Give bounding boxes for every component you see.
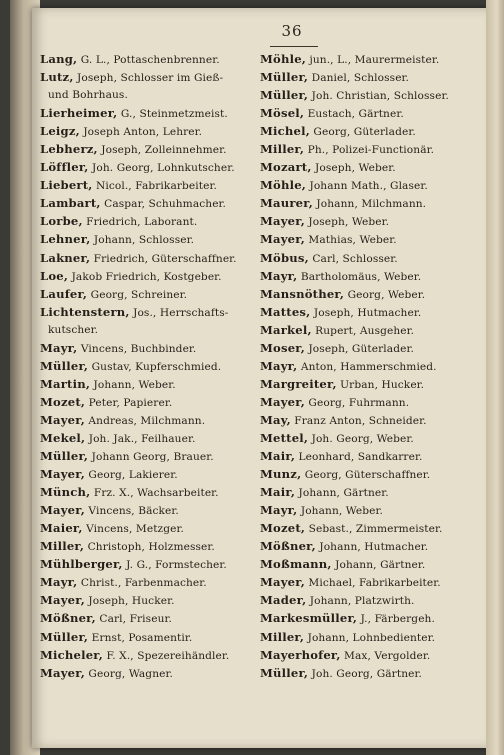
- entry-surname: Müller,: [40, 358, 89, 373]
- entry-details: Caspar, Schuhmacher.: [100, 198, 227, 211]
- directory-entry: [260, 429, 476, 447]
- entry-surname: Mayr,: [260, 268, 298, 283]
- entry-details: Joh. Georg, Gärtner.: [308, 667, 422, 680]
- directory-entry: [260, 285, 476, 303]
- entry-surname: Mozart,: [260, 160, 312, 175]
- entry-surname: Loe,: [40, 268, 69, 283]
- entry-surname: Moser,: [260, 340, 305, 355]
- page-number: 36: [281, 22, 303, 40]
- entry-details: Ernst, Posamentir.: [88, 631, 193, 644]
- directory-entry: [40, 104, 248, 122]
- directory-entry: [40, 267, 248, 285]
- directory-entry: [40, 609, 248, 627]
- directory-entry: [260, 50, 476, 68]
- directory-entry: [260, 249, 476, 267]
- entry-surname: Lang,: [40, 52, 78, 66]
- entry-surname: Markesmüller,: [260, 611, 358, 626]
- entry-details: Urban, Hucker.: [336, 378, 425, 391]
- directory-entry: [40, 628, 248, 646]
- entry-surname: Markel,: [260, 322, 312, 337]
- directory-entry: [260, 393, 476, 411]
- directory-entry: [40, 591, 248, 609]
- directory-entry: [260, 176, 476, 194]
- directory-entry: [40, 429, 248, 447]
- directory-entry: [40, 212, 248, 230]
- entry-surname: Mozet,: [260, 521, 306, 536]
- entry-details: kutscher.: [48, 323, 99, 336]
- directory-entry: [260, 573, 476, 591]
- entry-details: Johann Georg, Brauer.: [88, 451, 214, 464]
- entry-surname: Lorbe,: [40, 214, 83, 229]
- directory-entry: [260, 375, 476, 393]
- entry-surname: Leigz,: [40, 124, 80, 139]
- entry-surname: Löffler,: [40, 160, 89, 175]
- entry-surname: Mekel,: [40, 430, 86, 445]
- entry-surname: Martin,: [40, 376, 91, 391]
- entry-surname: Mayer,: [40, 503, 85, 518]
- left-column: [40, 50, 248, 682]
- entry-details: Johann, Platzwirth.: [306, 595, 415, 608]
- entry-details: Johann, Weber.: [297, 505, 384, 518]
- entry-details: Johann, Milchmann.: [312, 198, 427, 211]
- directory-entry: [260, 158, 476, 176]
- directory-entry: [260, 68, 476, 86]
- entry-surname: Müller,: [40, 449, 89, 464]
- entry-details: Georg, Wagner.: [84, 667, 173, 680]
- entry-surname: Lutz,: [40, 70, 74, 85]
- entry-surname: Mair,: [260, 449, 296, 464]
- entry-surname: Margreiter,: [260, 376, 337, 391]
- entry-surname: Mayr,: [260, 503, 298, 518]
- directory-entry: [260, 465, 476, 483]
- entry-details: Friedrich, Güterschaffner.: [90, 252, 237, 265]
- directory-entry: [40, 375, 248, 393]
- entry-details: Sebast., Zimmermeister.: [305, 523, 443, 536]
- entry-surname: Lichtenstern,: [40, 304, 130, 319]
- entry-details: F. X., Spezereihändler.: [102, 649, 230, 662]
- directory-entry: [40, 86, 248, 104]
- directory-entry: [40, 176, 248, 194]
- directory-entry: [260, 447, 476, 465]
- entry-details: Johann, Gärtner.: [295, 487, 389, 500]
- directory-entry: [40, 140, 248, 158]
- entry-surname: Micheler,: [40, 647, 103, 662]
- entry-details: Nicol., Fabrikarbeiter.: [92, 180, 217, 193]
- directory-entry: [260, 519, 476, 537]
- entry-surname: Mattes,: [260, 304, 311, 319]
- entry-surname: Mayer,: [260, 575, 305, 590]
- entry-details: J. G., Formstecher.: [122, 559, 227, 572]
- entry-details: Franz Anton, Schneider.: [290, 414, 427, 427]
- entry-surname: Munz,: [260, 467, 302, 482]
- directory-entry: [40, 393, 248, 411]
- entry-surname: Lehner,: [40, 232, 91, 247]
- entry-surname: Mayer,: [260, 394, 305, 409]
- entry-details: Johann, Hutmacher.: [315, 541, 429, 554]
- directory-entry: [260, 357, 476, 375]
- entry-details: Vincens, Buchbinder.: [77, 342, 197, 355]
- directory-entry: [40, 664, 248, 682]
- directory-entry: [40, 483, 248, 501]
- entry-details: Christoph, Holzmesser.: [84, 541, 215, 554]
- directory-entry: [40, 519, 248, 537]
- entry-surname: Möbus,: [260, 250, 309, 265]
- entry-surname: Mettel,: [260, 430, 309, 445]
- entry-details: Joh. Jak., Feilhauer.: [85, 432, 196, 445]
- entry-details: Vincens, Metzger.: [82, 523, 184, 536]
- entry-surname: Lambart,: [40, 196, 101, 211]
- entry-surname: Mayer,: [260, 214, 305, 229]
- entry-surname: Mayer,: [260, 232, 305, 247]
- entry-surname: Miller,: [40, 539, 85, 554]
- entry-details: Georg, Weber.: [344, 288, 426, 301]
- entry-surname: Mösel,: [260, 106, 305, 121]
- entry-surname: Maurer,: [260, 196, 313, 211]
- entry-surname: Müller,: [260, 665, 309, 680]
- header-rule: [270, 46, 318, 47]
- entry-details: Andreas, Milchmann.: [84, 414, 206, 427]
- directory-entry: [260, 339, 476, 357]
- directory-entry: [40, 465, 248, 483]
- entry-details: Joseph, Hucker.: [84, 595, 175, 608]
- directory-entry: [40, 194, 248, 212]
- directory-entry: [260, 230, 476, 248]
- entry-details: Johann, Schlosser.: [90, 234, 195, 247]
- entry-details: Max, Vergolder.: [340, 649, 431, 662]
- entry-details: und Bohrhaus.: [48, 89, 128, 102]
- entry-surname: Mößner,: [40, 611, 96, 626]
- directory-entry: [40, 68, 248, 86]
- directory-entry: [260, 664, 476, 682]
- directory-entry: [40, 646, 248, 664]
- entry-details: Joseph, Zolleinnehmer.: [97, 144, 227, 157]
- entry-surname: Mader,: [260, 593, 307, 608]
- directory-entry: [260, 555, 476, 573]
- directory-entry: [260, 501, 476, 519]
- entry-details: Vincens, Bäcker.: [84, 505, 179, 518]
- entry-surname: Miller,: [260, 142, 305, 157]
- directory-entry: [260, 86, 476, 104]
- directory-entry: [260, 122, 476, 140]
- entry-details: Joseph, Hutmacher.: [310, 306, 422, 319]
- entry-surname: Müller,: [260, 88, 309, 103]
- entry-details: Mathias, Weber.: [304, 234, 397, 247]
- entry-surname: Mayer,: [40, 593, 85, 608]
- entry-surname: Mayer,: [40, 467, 85, 482]
- entry-details: Johann, Weber.: [90, 378, 176, 391]
- directory-entry: [40, 447, 248, 465]
- directory-entry: [40, 537, 248, 555]
- directory-entry: [40, 285, 248, 303]
- entry-details: Georg, Güterlader.: [309, 126, 416, 139]
- entry-details: Carl, Schlosser.: [308, 252, 398, 265]
- entry-details: Ph., Polizei-Functionär.: [304, 144, 435, 157]
- entry-details: Johann Math., Glaser.: [306, 180, 428, 193]
- entry-details: Johann, Lohnbedienter.: [304, 631, 436, 644]
- directory-entry: [260, 411, 476, 429]
- entry-surname: Mößner,: [260, 539, 316, 554]
- directory-entry: [40, 501, 248, 519]
- entry-details: G. L., Pottaschenbrenner.: [77, 54, 220, 66]
- entry-surname: Maier,: [40, 521, 83, 536]
- entry-surname: Laufer,: [40, 286, 88, 301]
- entry-surname: May,: [260, 412, 291, 427]
- entry-surname: Lebherz,: [40, 142, 98, 157]
- entry-details: Joseph, Güterlader.: [304, 342, 414, 355]
- entry-details: Gustav, Kupferschmied.: [88, 360, 222, 373]
- directory-entry: [260, 140, 476, 158]
- entry-details: Friedrich, Laborant.: [82, 216, 198, 229]
- entry-details: Georg, Fuhrmann.: [304, 396, 410, 409]
- entry-details: jun., L., Maurermeister.: [306, 54, 440, 66]
- entry-surname: Moßmann,: [260, 557, 332, 572]
- entry-details: J., Färbergeh.: [357, 613, 435, 626]
- entry-surname: Mayr,: [40, 575, 78, 590]
- directory-entry: [40, 230, 248, 248]
- next-page-edge: [486, 0, 504, 755]
- entry-details: Joh. Georg, Weber.: [308, 432, 414, 445]
- entry-surname: Michel,: [260, 124, 310, 139]
- entry-surname: Liebert,: [40, 178, 93, 193]
- directory-entry: [260, 483, 476, 501]
- entry-details: Joseph Anton, Lehrer.: [79, 126, 203, 139]
- directory-entry: [260, 646, 476, 664]
- entry-surname: Mansnöther,: [260, 286, 345, 301]
- entry-details: Joh. Christian, Schlosser.: [308, 90, 449, 103]
- entry-details: Rupert, Ausgeher.: [311, 324, 415, 337]
- directory-entry: [260, 591, 476, 609]
- entry-details: Frz. X., Wachsarbeiter.: [90, 487, 219, 500]
- entry-surname: Mayr,: [40, 340, 78, 355]
- entry-details: Carl, Friseur.: [95, 613, 172, 626]
- directory-entry: [40, 357, 248, 375]
- directory-entry: [260, 212, 476, 230]
- entry-surname: Mayer,: [40, 412, 85, 427]
- directory-entry: [40, 249, 248, 267]
- directory-entry: [260, 609, 476, 627]
- entry-surname: Mayr,: [260, 358, 298, 373]
- entry-surname: Miller,: [260, 629, 305, 644]
- directory-entry: [260, 267, 476, 285]
- entry-details: Daniel, Schlosser.: [308, 72, 410, 85]
- entry-details: Bartholomäus, Weber.: [297, 270, 422, 283]
- entry-details: Jakob Friedrich, Kostgeber.: [68, 270, 222, 283]
- entry-details: G., Steinmetzmeist.: [117, 108, 228, 121]
- directory-entry: [40, 555, 248, 573]
- directory-entry: [40, 158, 248, 176]
- entry-surname: Mayerhofer,: [260, 647, 341, 662]
- entry-details: Johann, Gärtner.: [331, 559, 426, 572]
- entry-details: Georg, Schreiner.: [87, 288, 188, 301]
- directory-entry: [40, 339, 248, 357]
- entry-surname: Lakner,: [40, 250, 91, 265]
- entry-surname: Müller,: [260, 70, 309, 85]
- entry-details: Eustach, Gärtner.: [304, 108, 404, 121]
- directory-entry: [40, 411, 248, 429]
- entry-details: Anton, Hammerschmied.: [297, 360, 437, 373]
- entry-details: Michael, Fabrikarbeiter.: [304, 577, 441, 590]
- directory-entry: [40, 303, 248, 321]
- entry-details: Georg, Lakierer.: [84, 469, 178, 482]
- directory-entry: [40, 122, 248, 140]
- directory-entry: [260, 628, 476, 646]
- directory-entry: [260, 194, 476, 212]
- entry-details: Christ., Farbenmacher.: [77, 577, 207, 590]
- right-column: [260, 50, 476, 682]
- entry-details: Joseph, Schlosser im Gieß-: [73, 72, 224, 85]
- entry-surname: Mühlberger,: [40, 557, 123, 572]
- entry-details: Georg, Güterschaffner.: [301, 469, 431, 482]
- entry-surname: Lierheimer,: [40, 106, 118, 121]
- entry-surname: Müller,: [40, 629, 89, 644]
- directory-entry: [260, 303, 476, 321]
- entry-surname: Möhle,: [260, 52, 307, 66]
- entry-surname: Münch,: [40, 485, 91, 500]
- directory-entry: [40, 321, 248, 339]
- entry-surname: Mair,: [260, 485, 296, 500]
- directory-entry: [40, 573, 248, 591]
- entry-surname: Mozet,: [40, 394, 86, 409]
- directory-entry: [260, 321, 476, 339]
- directory-entry: [40, 50, 248, 68]
- entry-surname: Möhle,: [260, 178, 307, 193]
- directory-entry: [260, 537, 476, 555]
- entry-details: Jos., Herrschafts-: [129, 306, 229, 319]
- entry-details: Joh. Georg, Lohnkutscher.: [88, 162, 235, 175]
- directory-entry: [260, 104, 476, 122]
- entry-surname: Mayer,: [40, 665, 85, 680]
- entry-details: Peter, Papierer.: [85, 396, 173, 409]
- entry-details: Leonhard, Sandkarrer.: [295, 451, 423, 464]
- entry-details: Joseph, Weber.: [304, 216, 390, 229]
- entry-details: Joseph, Weber.: [311, 162, 396, 175]
